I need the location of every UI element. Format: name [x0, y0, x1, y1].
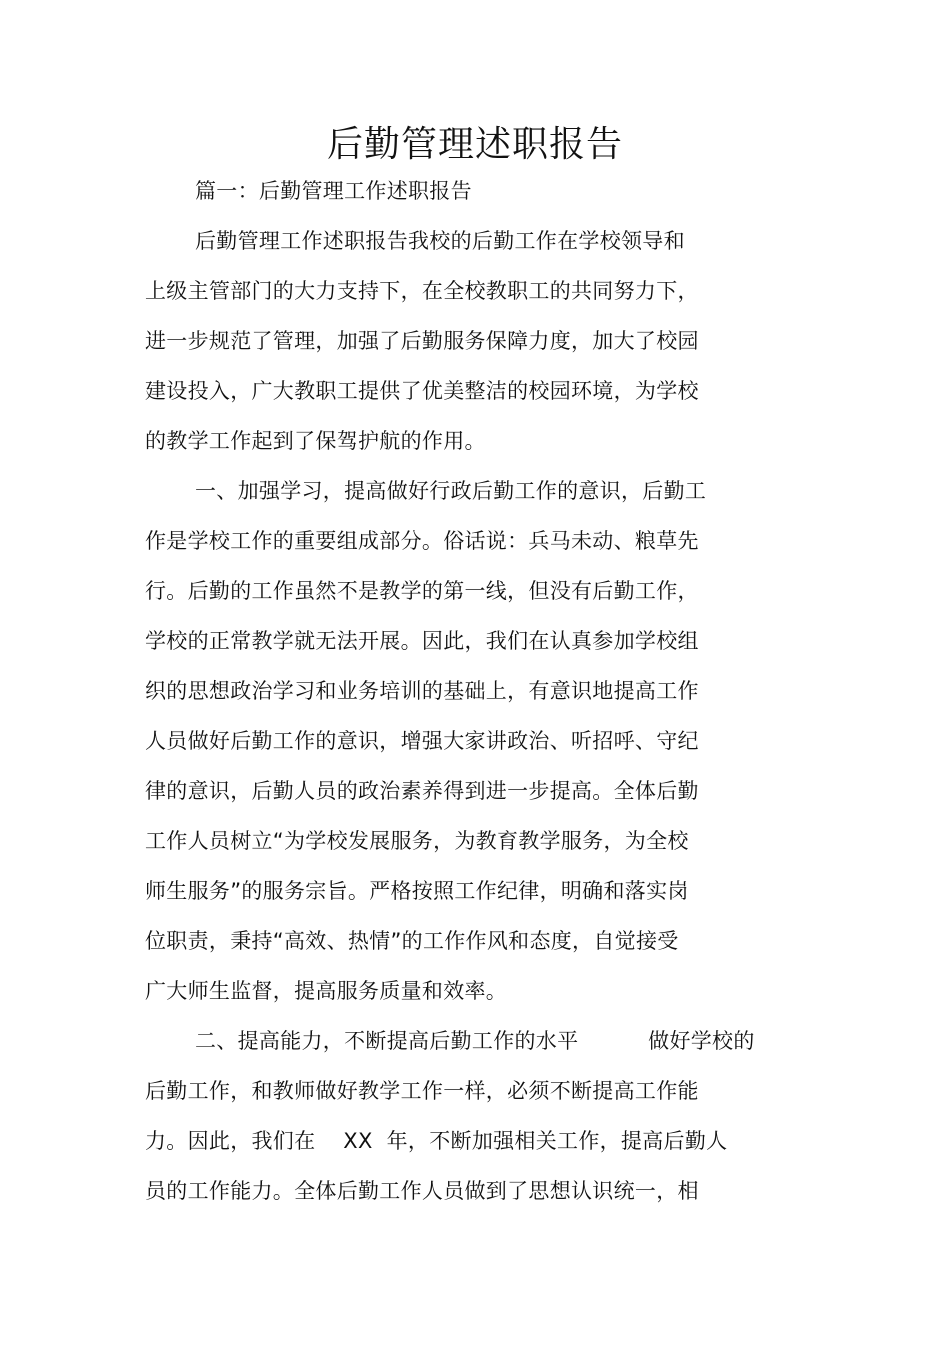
paragraph-line: 工作人员树立“为学校发展服务，为教育教学服务，为全校	[145, 829, 689, 853]
paragraph-line: 律的意识，后勤人员的政治素养得到进一步提高。全体后勤	[145, 779, 699, 803]
paragraph-line: 行。后勤的工作虽然不是教学的第一线，但没有后勤工作，	[145, 579, 699, 603]
paragraph-line: 人员做好后勤工作的意识，增强大家讲政治、听招呼、守纪	[145, 729, 699, 753]
paragraph-line: 员的工作能力。全体后勤工作人员做到了思想认识统一，相	[145, 1179, 699, 1203]
paragraph-line: 广大师生监督，提高服务质量和效率。	[145, 979, 508, 1003]
paragraph-line: 二、提高能力，不断提高后勤工作的水平 做好学校的	[195, 1029, 755, 1053]
paragraph-line: 织的思想政治学习和业务培训的基础上，有意识地提高工作	[145, 679, 699, 703]
paragraph-line: 作是学校工作的重要组成部分。俗话说：兵马未动、粮草先	[145, 529, 699, 553]
paragraph-line: 建设投入，广大教职工提供了优美整洁的校园环境，为学校	[145, 379, 699, 403]
paragraph-line: 后勤工作，和教师做好教学工作一样，必须不断提高工作能	[145, 1079, 699, 1103]
paragraph-line: 师生服务”的服务宗旨。严格按照工作纪律，明确和落实岗	[145, 879, 689, 903]
paragraph-line: 进一步规范了管理，加强了后勤服务保障力度，加大了校园	[145, 329, 699, 353]
paragraph-line: 后勤管理工作述职报告我校的后勤工作在学校领导和	[195, 229, 685, 253]
paragraph-line: 上级主管部门的大力支持下，在全校教职工的共同努力下，	[145, 279, 699, 303]
paragraph-line: 学校的正常教学就无法开展。因此，我们在认真参加学校组	[145, 629, 699, 653]
document-title: 后勤管理述职报告	[326, 124, 623, 165]
paragraph-line: 一、加强学习，提高做好行政后勤工作的意识，后勤工	[195, 479, 707, 503]
paragraph-line: 位职责，秉持“高效、热情”的工作作风和态度，自觉接受	[145, 929, 679, 953]
section-heading: 篇一：后勤管理工作述职报告	[195, 179, 472, 203]
paragraph-line: 力。因此，我们在 XX 年，不断加强相关工作，提高后勤人	[145, 1129, 728, 1153]
paragraph-line: 的教学工作起到了保驾护航的作用。	[145, 429, 486, 453]
